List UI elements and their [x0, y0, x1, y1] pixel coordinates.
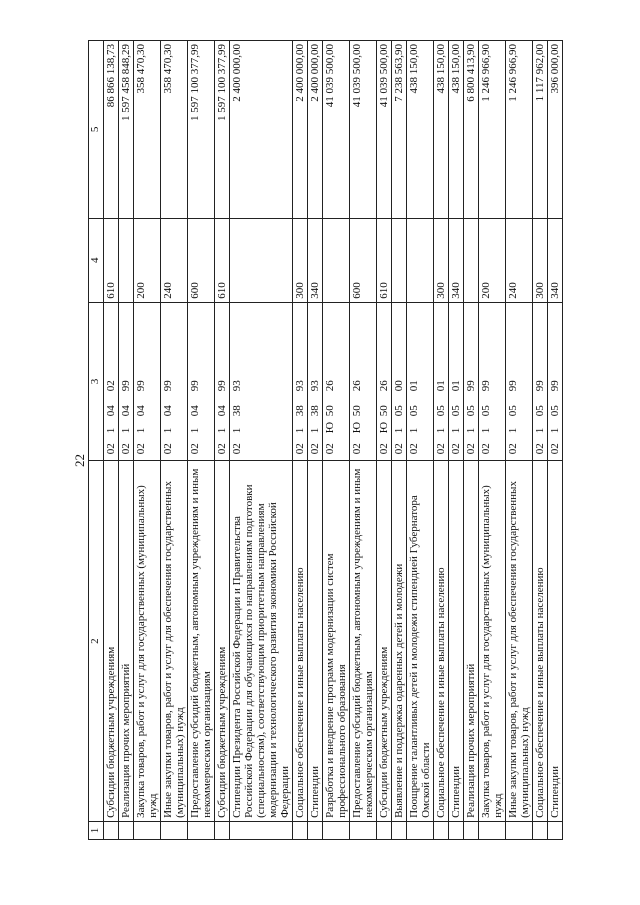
- row-amount: 1 597 100 377,99: [188, 41, 215, 219]
- code-part-3: 04: [189, 405, 201, 417]
- row-code: [350, 302, 377, 461]
- code-part-4: 93: [309, 380, 321, 392]
- header-col-1: 1: [89, 821, 104, 839]
- code-part-5: [351, 336, 363, 369]
- table-row: [449, 41, 464, 840]
- row-expense-type: 240: [161, 218, 188, 302]
- code-part-2: Ю: [351, 421, 363, 434]
- code-part-2: Ю: [378, 421, 390, 434]
- code-part-4: 99: [480, 380, 492, 392]
- row-expense-type: [392, 218, 407, 302]
- row-amount: 86 866 138,73: [104, 41, 119, 219]
- code-part-2: 1: [534, 427, 546, 434]
- row-code: [161, 302, 188, 461]
- row-name: Стипендии Президента Российской Федерации и Правительства Российской Федерации для обучающихся по направлениям подготовки (специальностям), соответствующим приоритетным направлениям модернизации и технологического развития экономики Российской Федерации: [230, 461, 293, 822]
- row-name: Субсидии бюджетным учреждениям: [215, 461, 230, 822]
- row-col-1: [533, 821, 548, 839]
- code-part-1: 02: [309, 443, 321, 455]
- row-col-1: [449, 821, 464, 839]
- row-amount: 438 150,00: [434, 41, 449, 219]
- code-part-1: 02: [351, 443, 363, 455]
- code-part-2: 1: [435, 427, 447, 434]
- code-part-5: [480, 336, 492, 369]
- code-part-3: 05: [393, 405, 405, 417]
- code-part-2: 1: [294, 427, 306, 434]
- code-part-5: [120, 336, 132, 369]
- row-expense-type: 340: [308, 218, 323, 302]
- code-part-1: 02: [324, 443, 336, 455]
- code-part-3: 04: [120, 405, 132, 417]
- row-name: Стипендии: [308, 461, 323, 822]
- row-amount: 6 800 413,90: [464, 41, 479, 219]
- row-code: [230, 302, 293, 461]
- row-expense-type: 340: [449, 218, 464, 302]
- row-code: [308, 302, 323, 461]
- row-col-1: [350, 821, 377, 839]
- row-expense-type: 610: [104, 218, 119, 302]
- row-name: Выявление и поддержка одаренных детей и молодежи: [392, 461, 407, 822]
- code-part-1: 02: [480, 443, 492, 455]
- code-part-4: 99: [120, 380, 132, 392]
- header-col-2: 2: [89, 461, 104, 822]
- table-row: [434, 41, 449, 840]
- code-part-2: 1: [216, 427, 228, 434]
- code-part-2: 1: [309, 427, 321, 434]
- code-part-4: 26: [351, 380, 363, 392]
- code-part-1: 02: [105, 443, 117, 455]
- row-name: Закупка товаров, работ и услуг для государственных (муниципальных) нужд: [479, 461, 506, 822]
- code-part-2: 1: [507, 427, 519, 434]
- code-part-3: 50: [351, 405, 363, 417]
- table-row: [215, 41, 230, 840]
- row-amount: 41 039 500,00: [323, 41, 350, 219]
- code-part-2: 1: [162, 427, 174, 434]
- code-part-4: 99: [162, 380, 174, 392]
- code-part-2: 1: [135, 427, 147, 434]
- code-part-5: [216, 336, 228, 369]
- code-part-3: 38: [309, 405, 321, 417]
- row-col-1: [506, 821, 533, 839]
- row-expense-type: 300: [533, 218, 548, 302]
- code-part-4: 99: [135, 380, 147, 392]
- row-code: [188, 302, 215, 461]
- code-part-5: [450, 336, 462, 369]
- row-code: [134, 302, 161, 461]
- header-col-5: 5: [89, 41, 104, 219]
- code-part-3: 05: [435, 405, 447, 417]
- code-part-1: 02: [231, 443, 243, 455]
- code-part-4: 99: [507, 380, 519, 392]
- table-row: [308, 41, 323, 840]
- code-part-4: 99: [549, 380, 561, 392]
- row-expense-type: 600: [188, 218, 215, 302]
- code-part-5: [135, 336, 147, 369]
- code-part-3: 05: [465, 405, 477, 417]
- row-expense-type: 610: [215, 218, 230, 302]
- code-part-5: [549, 336, 561, 369]
- row-code: [215, 302, 230, 461]
- row-expense-type: [407, 218, 434, 302]
- row-code: [464, 302, 479, 461]
- table-row: [119, 41, 134, 840]
- row-expense-type: [323, 218, 350, 302]
- row-col-1: [215, 821, 230, 839]
- code-part-1: 02: [135, 443, 147, 455]
- budget-table: [88, 40, 563, 840]
- row-col-1: [407, 821, 434, 839]
- code-part-3: 05: [408, 405, 420, 417]
- code-part-4: 99: [216, 380, 228, 392]
- code-part-2: 1: [549, 427, 561, 434]
- row-name: Субсидии бюджетным учреждениям: [377, 461, 392, 822]
- code-part-3: 04: [162, 405, 174, 417]
- code-part-5: [465, 336, 477, 369]
- row-name: Реализация прочих мероприятий: [119, 461, 134, 822]
- row-code: [293, 302, 308, 461]
- table-row: [188, 41, 215, 840]
- code-part-4: 00: [393, 380, 405, 392]
- header-col-3: 3: [89, 302, 104, 461]
- code-part-3: 38: [231, 405, 243, 417]
- code-part-1: 02: [507, 443, 519, 455]
- code-part-1: 02: [450, 443, 462, 455]
- row-name: Социальное обеспечение и иные выплаты населению: [293, 461, 308, 822]
- row-code: [407, 302, 434, 461]
- code-part-4: 93: [294, 380, 306, 392]
- table-row: [293, 41, 308, 840]
- row-expense-type: 600: [350, 218, 377, 302]
- row-amount: 41 039 500,00: [350, 41, 377, 219]
- code-part-4: 99: [534, 380, 546, 392]
- code-part-3: 50: [324, 405, 336, 417]
- row-amount: 1 246 966,90: [506, 41, 533, 219]
- header-row: [89, 41, 104, 840]
- row-code: [377, 302, 392, 461]
- code-part-5: [534, 336, 546, 369]
- row-code: [392, 302, 407, 461]
- row-amount: 2 400 000,00: [230, 41, 293, 219]
- code-part-3: 38: [294, 405, 306, 417]
- code-part-3: 04: [105, 405, 117, 417]
- row-code: [506, 302, 533, 461]
- row-amount: 41 039 500,00: [377, 41, 392, 219]
- table-row: [161, 41, 188, 840]
- code-part-2: 1: [408, 427, 420, 434]
- code-part-2: 1: [393, 427, 405, 434]
- row-col-1: [479, 821, 506, 839]
- row-expense-type: 610: [377, 218, 392, 302]
- code-part-2: 1: [120, 427, 132, 434]
- row-name: Закупка товаров, работ и услуг для государственных (муниципальных) нужд: [134, 461, 161, 822]
- row-col-1: [119, 821, 134, 839]
- header-col-4: 4: [89, 218, 104, 302]
- code-part-4: 26: [378, 380, 390, 392]
- row-name: Социальное обеспечение и иные выплаты населению: [434, 461, 449, 822]
- table-row: [350, 41, 377, 840]
- row-col-1: [104, 821, 119, 839]
- row-col-1: [308, 821, 323, 839]
- row-col-1: [134, 821, 161, 839]
- row-amount: 1 597 458 848,29: [119, 41, 134, 219]
- row-name: Стипендии: [548, 461, 563, 822]
- table-row: [407, 41, 434, 840]
- row-code: [104, 302, 119, 461]
- code-part-2: 1: [480, 427, 492, 434]
- row-expense-type: 340: [548, 218, 563, 302]
- code-part-4: 93: [231, 380, 243, 392]
- code-part-3: 05: [507, 405, 519, 417]
- page-number: 22: [72, 454, 87, 467]
- row-code: [119, 302, 134, 461]
- code-part-4: 01: [408, 380, 420, 392]
- code-part-2: Ю: [324, 421, 336, 434]
- code-part-1: 02: [465, 443, 477, 455]
- row-col-1: [464, 821, 479, 839]
- code-part-5: [408, 336, 420, 369]
- code-part-5: [378, 336, 390, 369]
- code-part-1: 02: [294, 443, 306, 455]
- code-part-4: 01: [435, 380, 447, 392]
- row-col-1: [434, 821, 449, 839]
- row-name: Предоставление субсидий бюджетным, автономным учреждениям и иным некоммерческим организациям: [350, 461, 377, 822]
- row-expense-type: 300: [434, 218, 449, 302]
- table-row: [548, 41, 563, 840]
- table-body: [104, 41, 563, 840]
- code-part-1: 02: [408, 443, 420, 455]
- row-amount: 7 238 563,90: [392, 41, 407, 219]
- code-part-5: [507, 336, 519, 369]
- row-code: [323, 302, 350, 461]
- row-name: Социальное обеспечение и иные выплаты населению: [533, 461, 548, 822]
- row-col-1: [377, 821, 392, 839]
- code-part-2: 1: [231, 427, 243, 434]
- row-amount: 358 470,30: [134, 41, 161, 219]
- code-part-5: [105, 336, 117, 369]
- table-row: [464, 41, 479, 840]
- code-part-5: [393, 336, 405, 369]
- code-part-4: 01: [450, 380, 462, 392]
- table-row: [479, 41, 506, 840]
- table-row: [104, 41, 119, 840]
- table-row: [392, 41, 407, 840]
- table-row: [533, 41, 548, 840]
- row-expense-type: [119, 218, 134, 302]
- code-part-1: 02: [162, 443, 174, 455]
- code-part-3: 05: [534, 405, 546, 417]
- table-row: [506, 41, 533, 840]
- row-expense-type: [464, 218, 479, 302]
- code-part-3: 04: [216, 405, 228, 417]
- row-col-1: [323, 821, 350, 839]
- table-row: [134, 41, 161, 840]
- row-amount: 358 470,30: [161, 41, 188, 219]
- code-part-2: 1: [450, 427, 462, 434]
- code-part-1: 02: [378, 443, 390, 455]
- row-amount: 396 000,00: [548, 41, 563, 219]
- code-part-1: 02: [534, 443, 546, 455]
- table-row: [230, 41, 293, 840]
- code-part-5: [309, 336, 321, 369]
- code-part-1: 02: [549, 443, 561, 455]
- row-col-1: [293, 821, 308, 839]
- code-part-4: 26: [324, 380, 336, 392]
- code-part-5: [189, 336, 201, 369]
- row-amount: 1 117 962,00: [533, 41, 548, 219]
- row-name: Стипендии: [449, 461, 464, 822]
- code-part-5: [231, 336, 243, 369]
- row-amount: 438 150,00: [449, 41, 464, 219]
- row-name: Реализация прочих мероприятий: [464, 461, 479, 822]
- code-part-5: [294, 336, 306, 369]
- code-part-3: 50: [378, 405, 390, 417]
- code-part-5: [162, 336, 174, 369]
- code-part-1: 02: [216, 443, 228, 455]
- row-expense-type: [230, 218, 293, 302]
- code-part-2: 1: [465, 427, 477, 434]
- row-name: Иные закупки товаров, работ и услуг для обеспечения государственных (муниципальных) нужд: [506, 461, 533, 822]
- code-part-4: 99: [465, 380, 477, 392]
- row-expense-type: 240: [506, 218, 533, 302]
- code-part-5: [324, 336, 336, 369]
- row-amount: 438 150,00: [407, 41, 434, 219]
- code-part-1: 02: [435, 443, 447, 455]
- row-name: Разработка и внедрение программ модернизации систем профессионального образования: [323, 461, 350, 822]
- row-amount: 1 246 966,90: [479, 41, 506, 219]
- table-row: [323, 41, 350, 840]
- code-part-4: 99: [189, 380, 201, 392]
- code-part-5: [435, 336, 447, 369]
- code-part-4: 02: [105, 380, 117, 392]
- table-row: [377, 41, 392, 840]
- code-part-3: 04: [135, 405, 147, 417]
- row-amount: 2 400 000,00: [293, 41, 308, 219]
- row-expense-type: 200: [134, 218, 161, 302]
- row-name: Субсидии бюджетным учреждениям: [104, 461, 119, 822]
- row-amount: 2 400 000,00: [308, 41, 323, 219]
- code-part-1: 02: [120, 443, 132, 455]
- code-part-1: 02: [393, 443, 405, 455]
- row-name: Предоставление субсидий бюджетным, автономным учреждениям и иным некоммерческим организациям: [188, 461, 215, 822]
- code-part-2: 1: [105, 427, 117, 434]
- row-code: [533, 302, 548, 461]
- row-code: [548, 302, 563, 461]
- row-expense-type: 300: [293, 218, 308, 302]
- row-name: Иные закупки товаров, работ и услуг для обеспечения государственных (муниципальных) нужд: [161, 461, 188, 822]
- code-part-1: 02: [189, 443, 201, 455]
- code-part-2: 1: [189, 427, 201, 434]
- row-code: [434, 302, 449, 461]
- code-part-3: 05: [450, 405, 462, 417]
- row-code: [449, 302, 464, 461]
- row-code: [479, 302, 506, 461]
- row-col-1: [188, 821, 215, 839]
- row-col-1: [392, 821, 407, 839]
- row-name: Поощрение талантливых детей и молодежи стипендией Губернатора Омской области: [407, 461, 434, 822]
- code-part-3: 05: [549, 405, 561, 417]
- row-expense-type: 200: [479, 218, 506, 302]
- code-part-3: 05: [480, 405, 492, 417]
- row-amount: 1 597 100 377,99: [215, 41, 230, 219]
- row-col-1: [230, 821, 293, 839]
- row-col-1: [548, 821, 563, 839]
- row-col-1: [161, 821, 188, 839]
